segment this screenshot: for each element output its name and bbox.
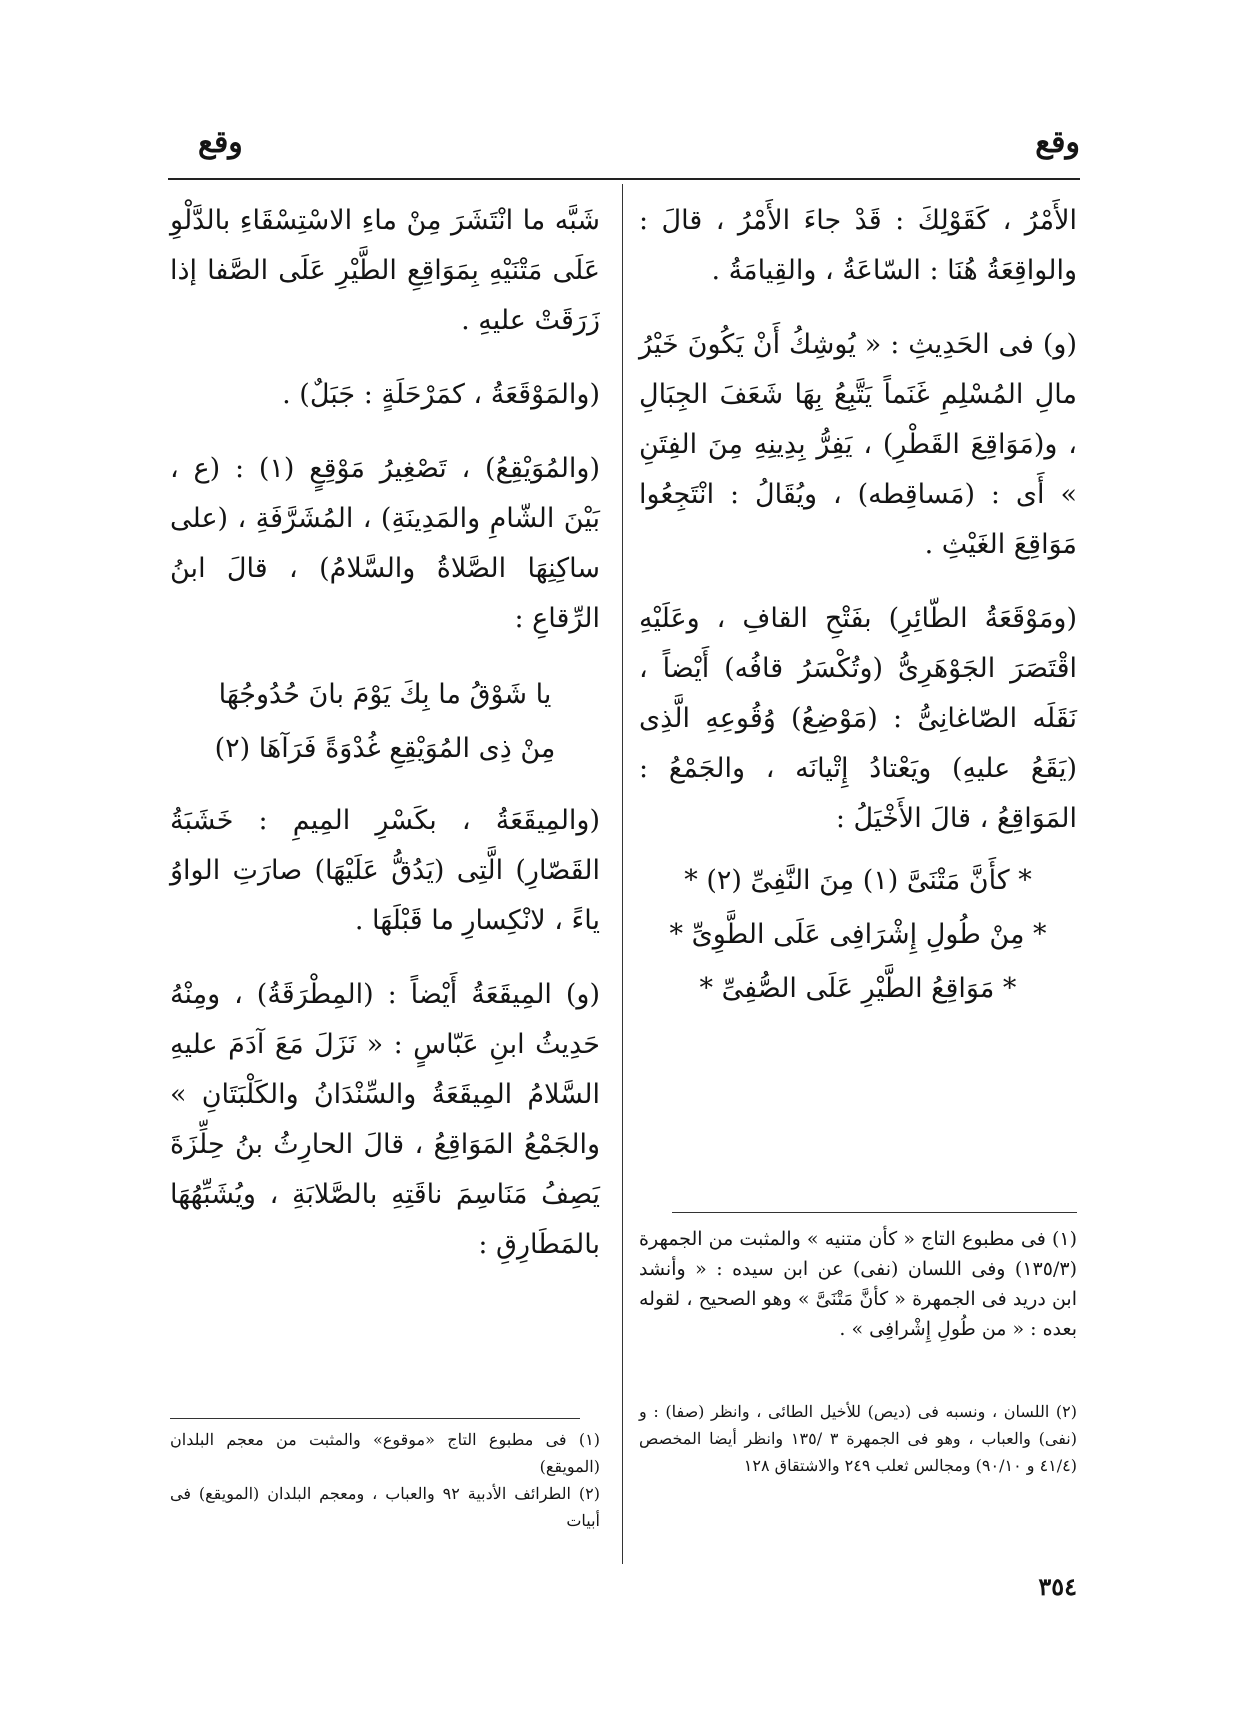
right-verse-1: * كأَنَّ مَتْنَىَّ (١) مِنَ النَّفِىِّ (٢) *	[684, 865, 1032, 896]
header-rule	[168, 178, 1080, 180]
right-paragraph-2: (و) فى الحَدِيثِ : « يُوشِكُ أَنْ يَكُونَ خَيْرُ مالِ المُسْلِمِ غَنَماً يَتَّبِعُ بِهَا شَعَفَ الجِبَالِ ، و(مَوَاقِعَ القَطْرِ) ، يَفِرُّ بِدِينِهِ مِنَ الفِتَنِ » أَى : (مَساقِطه) ، ويُقَالُ : انْتَجِعُوا مَوَاقِعَ الغَيْثِ .	[639, 329, 1077, 560]
right-footnotes	[639, 1224, 1077, 1344]
right-column	[639, 196, 1077, 1036]
left-paragraph-2: (والمَوْقَعَةُ ، كمَرْحَلَةٍ : جَبَلٌ) .	[282, 379, 600, 410]
right-verse-group	[639, 854, 1077, 1016]
left-paragraph-1: شَبَّه ما انْتَشَرَ مِنْ ماءِ الاسْتِسْقَاءِ بالدَّلْوِ عَلَى مَتْنَيْهِ بِمَوَاقِعِ الطَّيْرِ عَلَى الصَّفا إذا زَرَقَتْ عليهِ .	[170, 205, 600, 336]
left-footnote-rule	[170, 1418, 580, 1419]
right-verse-2: * مِنْ طُولِ إِشْرَافِى عَلَى الطَّوِىِّ *	[669, 919, 1047, 950]
left-paragraph-5: (و) المِيقَعَةُ أَيْضاً : (المِطْرَقَةُ) ، ومِنْهُ حَدِيثُ ابنِ عَبّاسٍ : « نَزَلَ مَعَ آدَمَ عليهِ السَّلامُ المِيقَعَةُ والسِّنْدَانُ والكَلْبَتَانِ » والجَمْعُ المَوَاقِعُ ، قالَ الحارِثُ بنُ حِلِّزَةَ يَصِفُ مَنَاسِمَ ناقَتِهِ بالصَّلابَةِ ، ويُشَبِّهُهَا بالمَطَارِقِ :	[170, 979, 600, 1260]
right-footnote-2: (٢) اللسان ، ونسبه فى (ديص) للأخيل الطائى ، وانظر (صفا) : و (نفى) والعباب ، وهو فى الجمهرة ٣ /١٣٥ وانظر أيضا المخصص (٤١/٤ و ٩٠/١٠) ومجالس ثعلب ٢٤٩ والاشتقاق ١٢٨	[639, 1402, 1077, 1475]
right-paragraph-1: الأَمْرُ ، كَقَوْلِكَ : قَدْ جاءَ الأَمْرُ ، قالَ : والواقِعَةُ هُنَا : السّاعَةُ ، والقِيامَةُ .	[639, 205, 1077, 286]
right-verse-3: * مَوَاقِعُ الطَّيْرِ عَلَى الصُّفِىِّ *	[699, 973, 1017, 1004]
left-footnote-1: (١) فى مطبوع التاج «موقوع» والمثبت من معجم البلدان (المويقع)	[170, 1430, 600, 1476]
left-paragraph-3: (والمُوَيْقِعُ) ، تَصْغِيرُ مَوْقِعٍ (١) : (ع ، بَيْنَ الشّامِ والمَدِينَةِ) ، المُشَرَّفَةِ ، (على ساكِنِهَا الصَّلاةُ والسَّلامُ) ، قالَ ابنُ الرِّقاعِ :	[170, 453, 600, 634]
left-footnote-2: (٢) الطرائف الأدبية ٩٢ والعباب ، ومعجم البلدان (المويقع) فى أبيات	[170, 1484, 600, 1530]
page-number: ٣٥٤	[1038, 1572, 1077, 1601]
header-word-left: وقع	[198, 125, 243, 160]
right-paragraph-3: (ومَوْقَعَةُ الطّائِرِ) بفَتْحِ القافِ ، وعَلَيْهِ اقْتَصَرَ الجَوْهَرِىُّ (وتُكْسَرُ قافُه) أَيْضاً ، نَقَلَه الصّاغانِىُّ : (مَوْضِعُ) وُقُوعِهِ الَّذِى (يَقَعُ عليهِ) ويَعْتادُ إِتْيانَه ، والجَمْعُ : المَوَاقِعُ ، قالَ الأَخْيَلُ :	[639, 603, 1077, 834]
left-footnotes	[170, 1426, 600, 1534]
left-verse-2: مِنْ ذِى المُوَيْقِعِ غُدْوَةً فَرَآهَا (٢)	[214, 733, 556, 764]
left-column	[170, 196, 600, 1294]
right-footnote-rule	[672, 1212, 1077, 1213]
left-verse-1: يا شَوْقُ ما بِكَ يَوْمَ بانَ حُدُوجُهَا	[218, 679, 552, 710]
column-divider	[622, 184, 623, 1564]
left-paragraph-4: (والمِيقَعَةُ ، بكَسْرِ المِيمِ : خَشَبَةُ القَصّارِ) الَّتِى (يَدُقُّ عَلَيْهَا) صارَتِ الواوُ ياءً ، لانْكِسارِ ما قَبْلَهَا .	[170, 805, 600, 936]
left-verse-group	[170, 668, 600, 776]
right-footnotes-small	[639, 1398, 1077, 1479]
right-footnote-1: (١) فى مطبوع التاج « كأن متنيه » والمثبت من الجمهرة (١٣٥/٣) وفى اللسان (نفى) عن ابن سيده : « وأنشد ابن دريد فى الجمهرة « كأنَّ مَتْنَىَّ » وهو الصحيح ، لقوله بعده : « من طُولِ إِشْرافِى » .	[639, 1228, 1077, 1340]
header-word-right: وقع	[1035, 125, 1080, 160]
